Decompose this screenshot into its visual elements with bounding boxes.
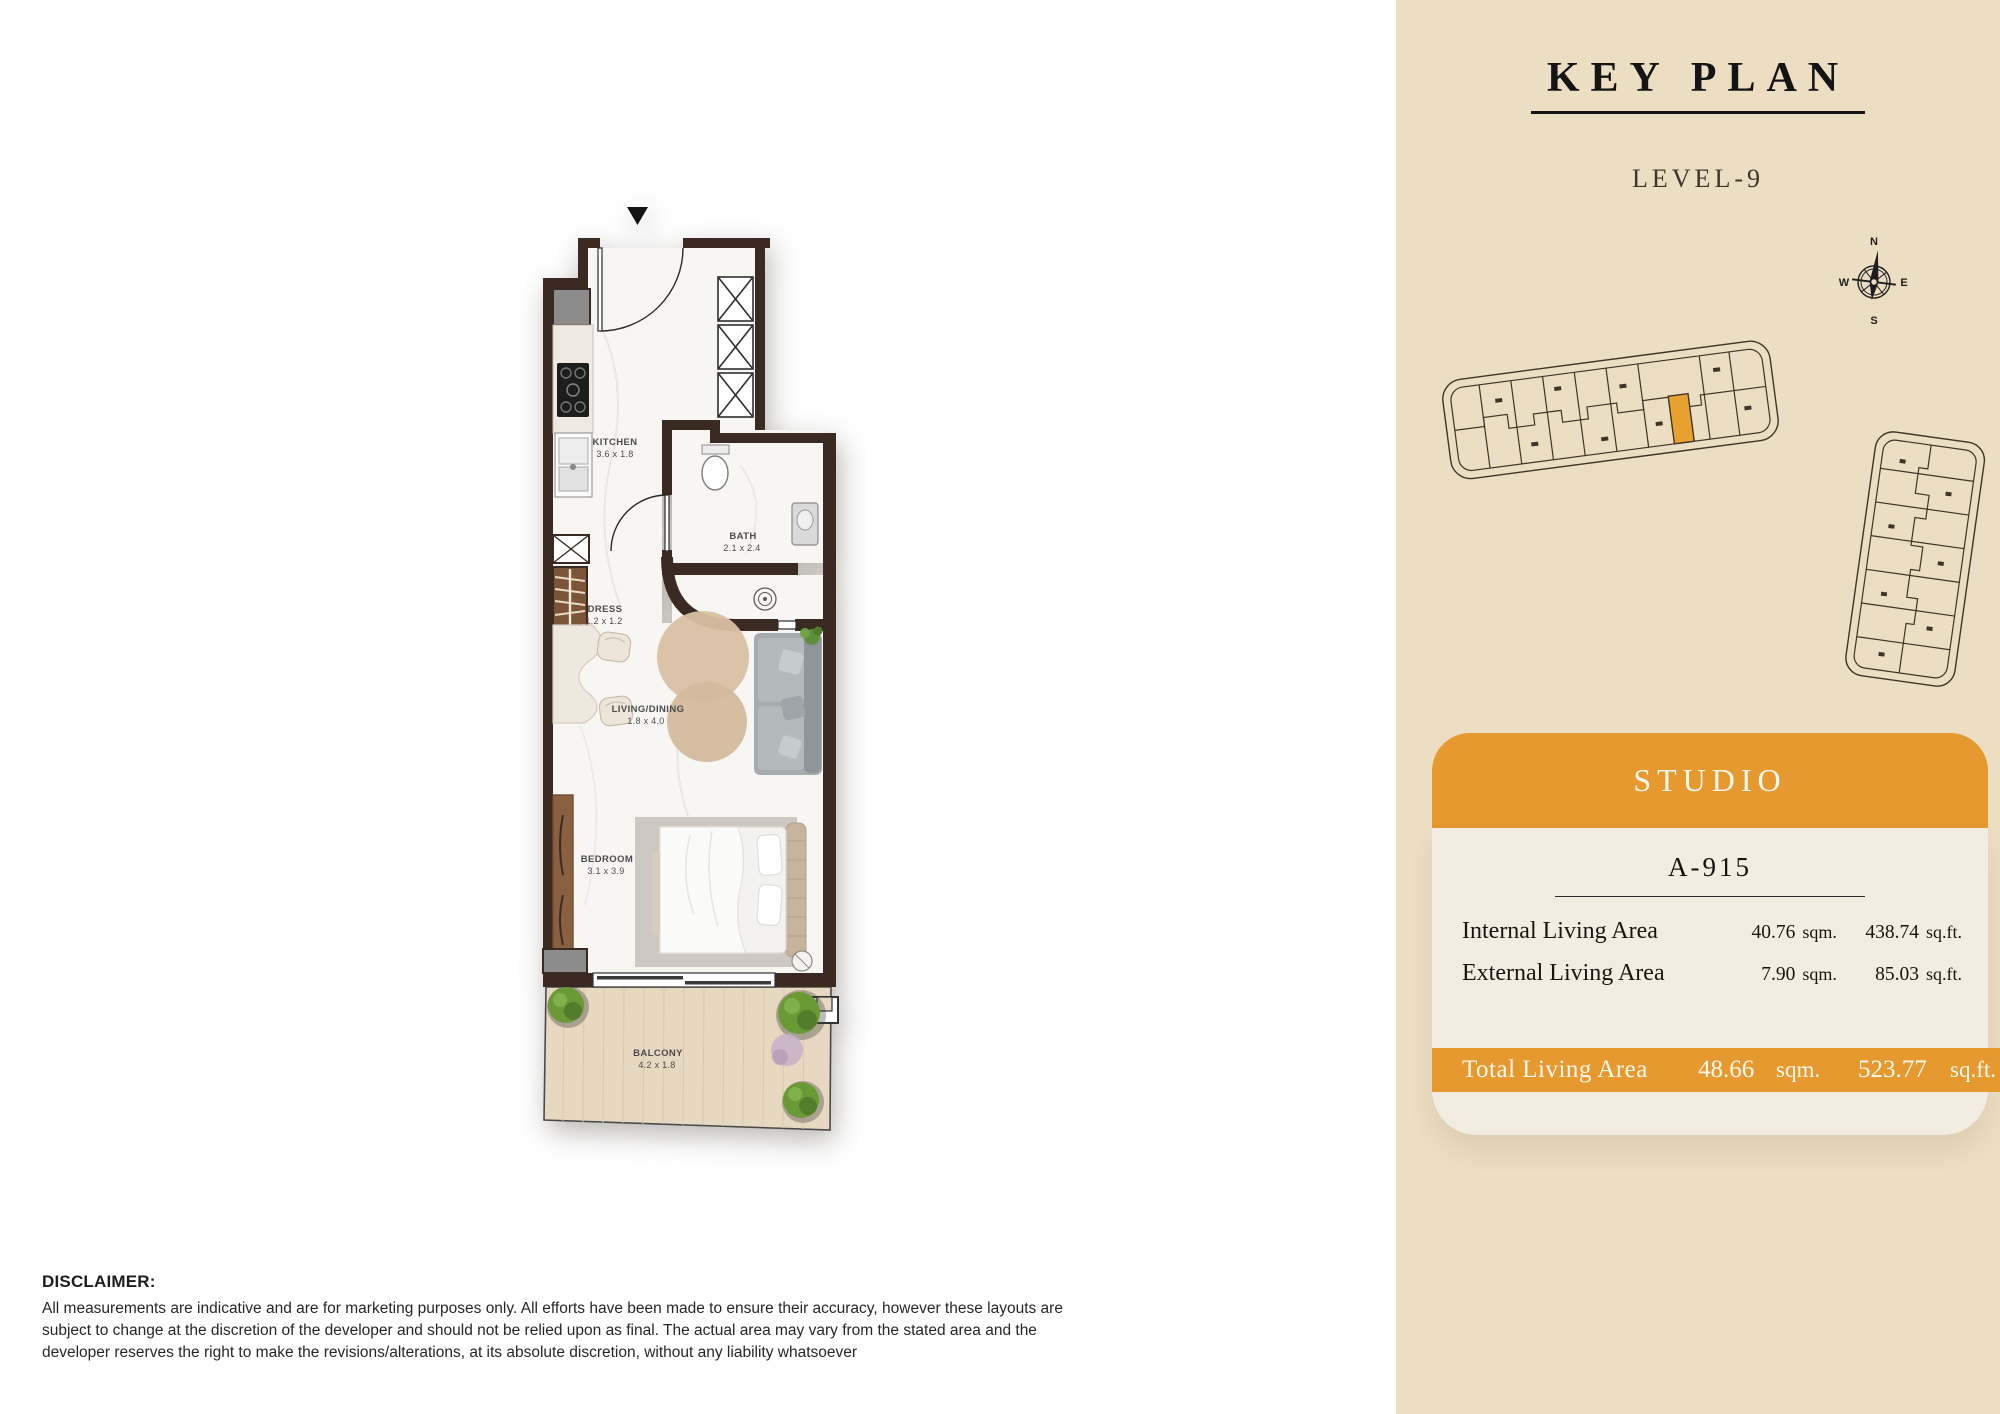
svg-text:W: W bbox=[1838, 277, 1850, 289]
area-sqft-unit: sq.ft. bbox=[1926, 922, 1962, 942]
entry-closets bbox=[718, 277, 753, 417]
armchair-icon bbox=[596, 631, 632, 663]
key-plan-building-1 bbox=[1418, 328, 1802, 500]
total-sqm: 48.66 bbox=[1698, 1056, 1755, 1083]
room-label-balcony: BALCONY bbox=[633, 1048, 683, 1059]
svg-text:2.1 x 2.4: 2.1 x 2.4 bbox=[723, 543, 761, 553]
area-label: Internal Living Area bbox=[1462, 918, 1658, 944]
unit-type-header bbox=[1432, 733, 1988, 828]
entrance-marker-icon bbox=[627, 207, 648, 225]
shower-door bbox=[778, 621, 796, 629]
total-sqm-unit: sqm. bbox=[1776, 1057, 1821, 1082]
level-label: LEVEL-9 bbox=[1632, 164, 1764, 193]
rug-icon bbox=[667, 682, 747, 762]
floor-plan bbox=[540, 205, 852, 1140]
area-sqft: 438.74 bbox=[1865, 922, 1919, 943]
room-label-bath: BATH bbox=[729, 531, 757, 542]
total-sqft: 523.77 bbox=[1858, 1056, 1927, 1083]
svg-text:3.6 x 1.8: 3.6 x 1.8 bbox=[596, 449, 634, 459]
compass-icon bbox=[1838, 234, 1910, 326]
area-sqm-unit: sqm. bbox=[1802, 922, 1837, 942]
sofa-icon bbox=[754, 633, 822, 775]
disclaimer-heading: DISCLAIMER: bbox=[42, 1272, 156, 1291]
unit-type-label: STUDIO bbox=[1633, 762, 1787, 798]
area-label: External Living Area bbox=[1462, 960, 1665, 986]
svg-text:3.1 x 3.9: 3.1 x 3.9 bbox=[587, 866, 625, 876]
disclaimer-body: All measurements are indicative and are for marketing purposes only. All efforts have been made to ensure their accuracy, however these layouts are subject to change at the discretion of the developer and should not be relied upon as final. The actual area may vary from the stated area and the developer reserves the right to make the revisions/alterations, at its absolute discretion, without any liability whatsoever bbox=[42, 1300, 1063, 1362]
unit-number-underline bbox=[1555, 896, 1865, 897]
area-table bbox=[1462, 918, 1962, 1002]
key-plan-title: KEY PLAN bbox=[1396, 54, 2000, 114]
bench-icon bbox=[652, 851, 660, 935]
balcony bbox=[544, 986, 838, 1130]
toilet-icon bbox=[702, 456, 728, 490]
balcony-window bbox=[593, 973, 775, 987]
area-sqft-unit: sq.ft. bbox=[1926, 964, 1962, 984]
svg-text:E: E bbox=[1900, 277, 1908, 289]
svg-text:1.2 x 1.2: 1.2 x 1.2 bbox=[585, 616, 623, 626]
area-sqm: 7.90 bbox=[1761, 964, 1796, 985]
key-plan-panel bbox=[1396, 0, 2000, 1414]
svg-text:1.8 x 4.0: 1.8 x 4.0 bbox=[627, 716, 665, 726]
total-sqft-unit: sq.ft. bbox=[1950, 1057, 1996, 1082]
highlighted-unit bbox=[1668, 394, 1694, 444]
table-row bbox=[1462, 918, 1962, 960]
area-sqm: 40.76 bbox=[1751, 922, 1796, 943]
unit-number: A-915 bbox=[1668, 852, 1752, 882]
disclaimer bbox=[42, 1272, 1088, 1364]
area-sqm-unit: sqm. bbox=[1802, 964, 1837, 984]
headboard-icon bbox=[786, 823, 806, 957]
pillow-icon bbox=[757, 884, 783, 926]
svg-text:4.2 x 1.8: 4.2 x 1.8 bbox=[638, 1060, 676, 1070]
svg-text:N: N bbox=[1870, 236, 1878, 248]
area-sqft: 85.03 bbox=[1875, 964, 1919, 985]
total-label: Total Living Area bbox=[1462, 1056, 1648, 1083]
svg-text:S: S bbox=[1870, 315, 1878, 326]
total-area-bar bbox=[1432, 1048, 2000, 1092]
room-label-kitchen: KITCHEN bbox=[592, 437, 638, 448]
table-row bbox=[1462, 960, 1962, 1002]
room-label-dress: DRESS bbox=[587, 604, 623, 615]
room-label-bedroom: BEDROOM bbox=[580, 854, 634, 865]
shaft-icon bbox=[543, 949, 587, 973]
room-label-living: LIVING/DINING bbox=[611, 704, 685, 715]
key-plan-building-2 bbox=[1828, 418, 2000, 702]
pillow-icon bbox=[757, 834, 783, 876]
